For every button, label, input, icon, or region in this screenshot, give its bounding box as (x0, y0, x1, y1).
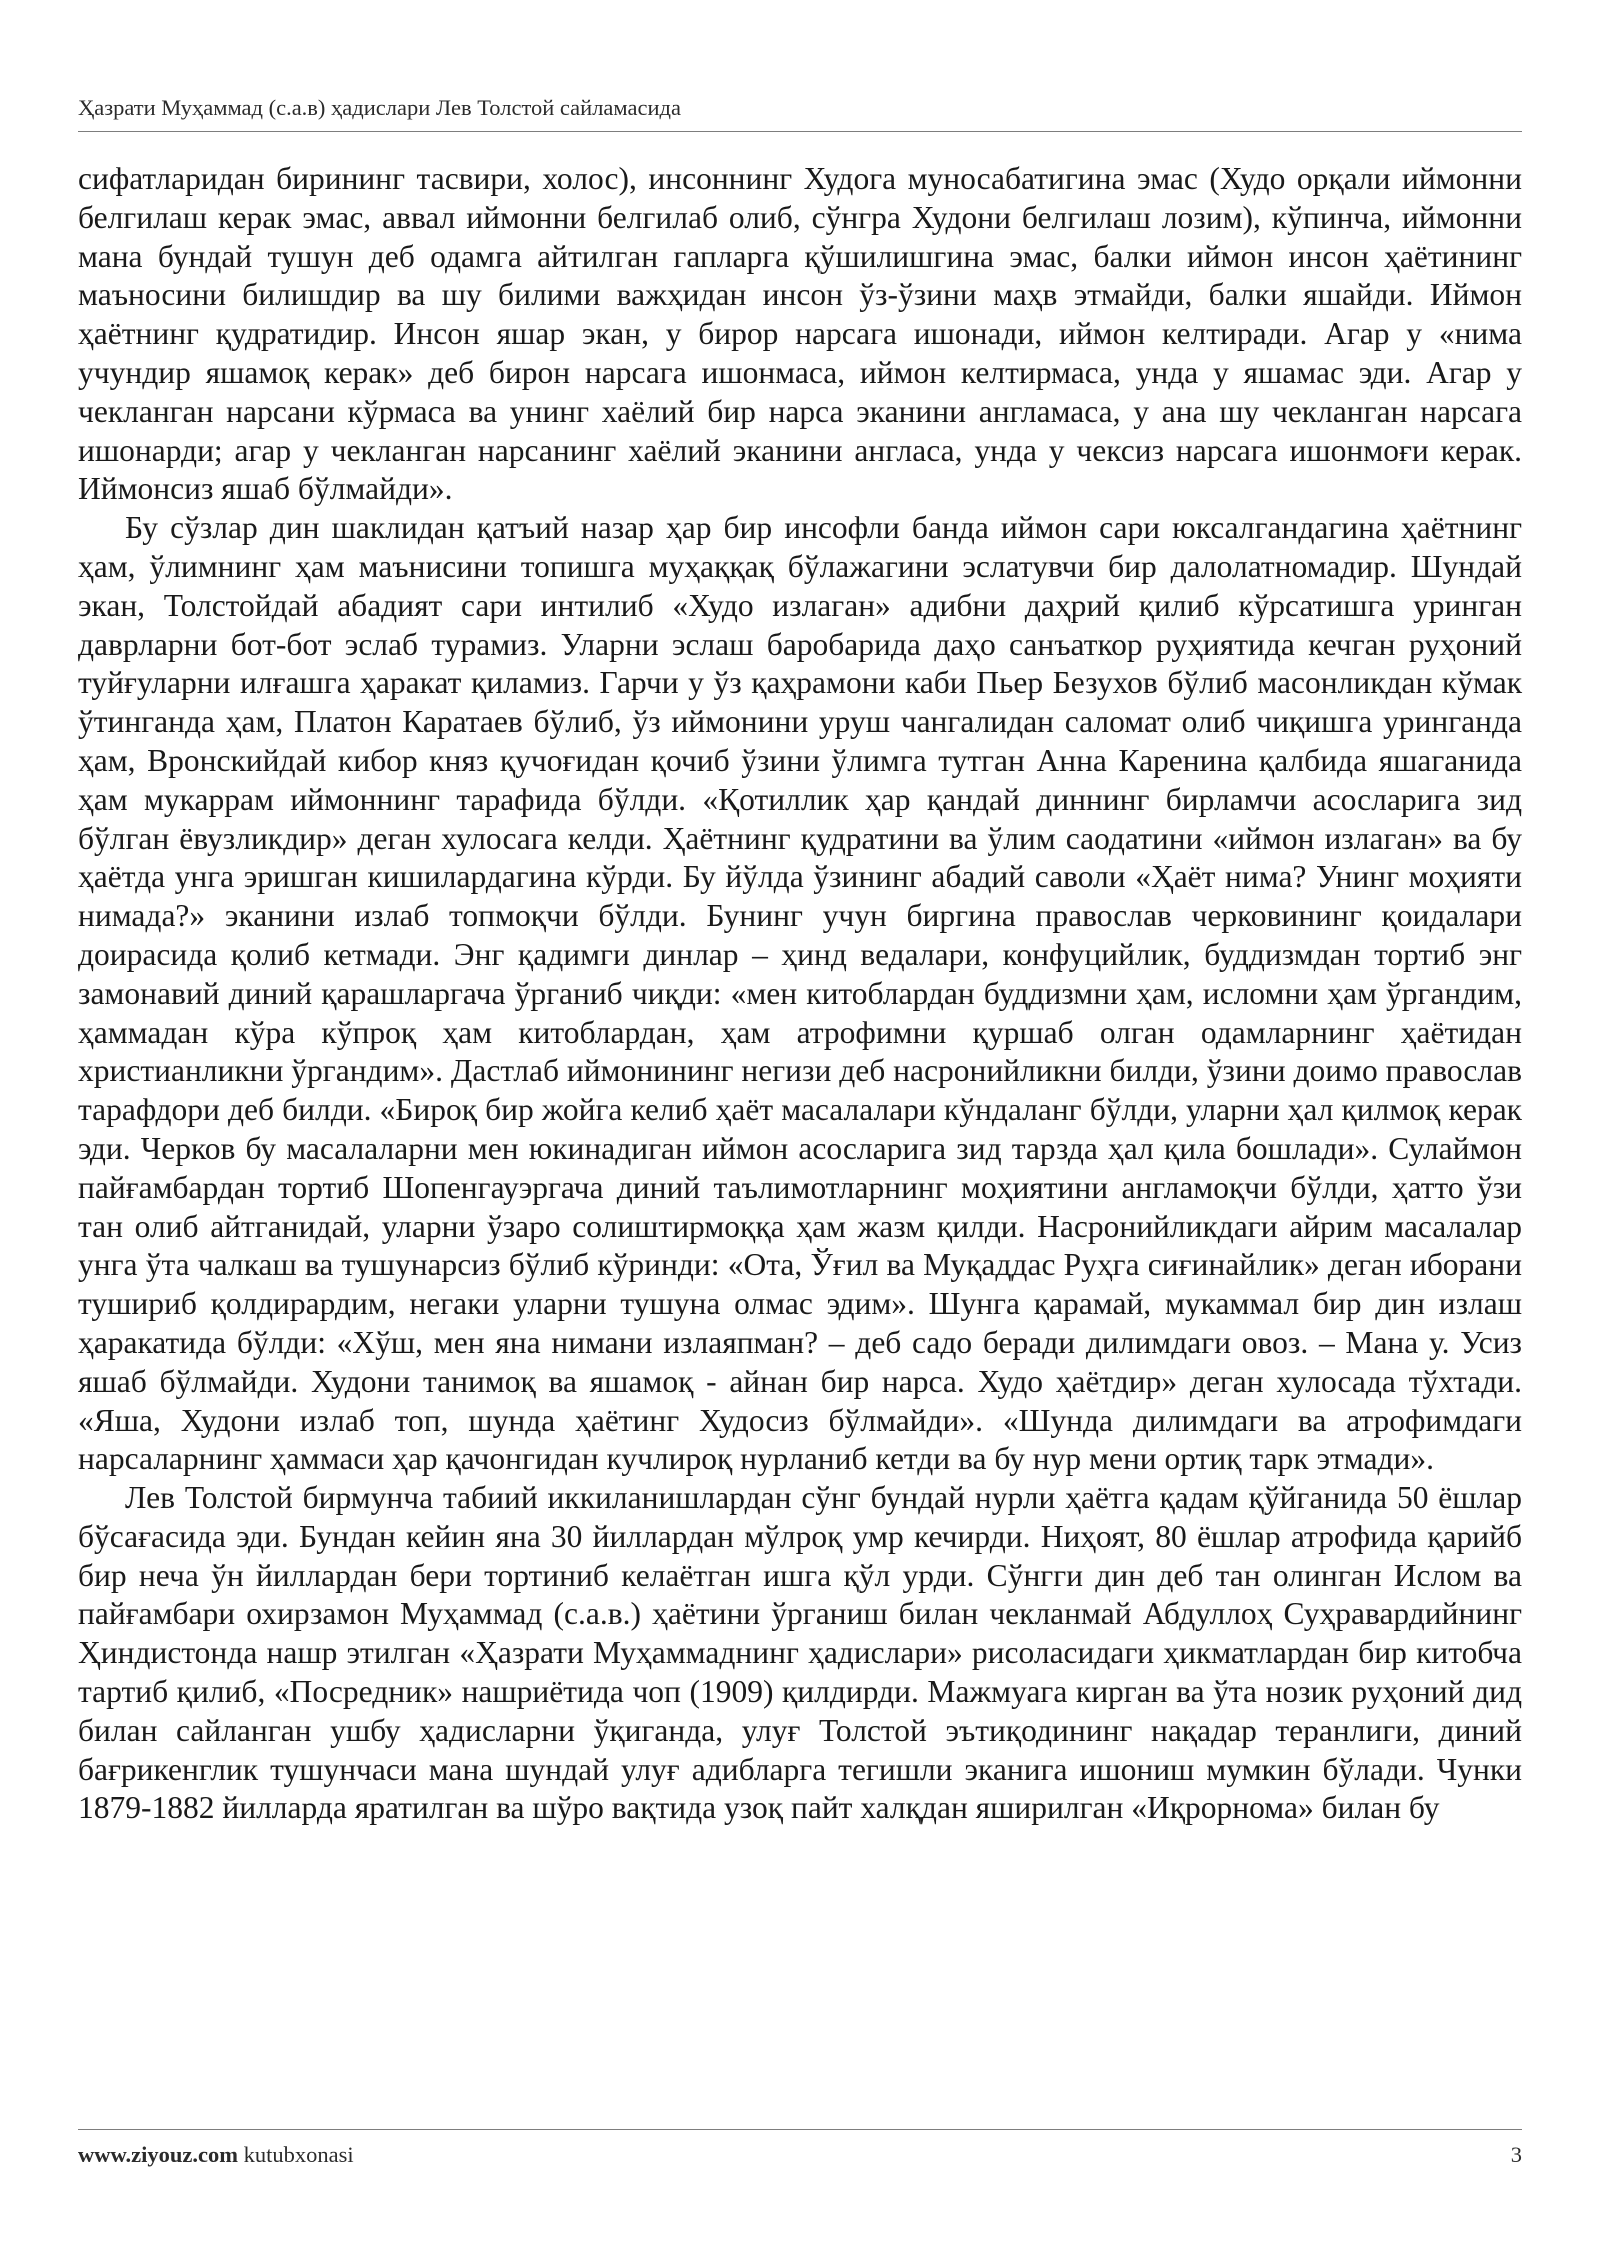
paragraph-1: сифатларидан бирининг тасвири, холос), инсоннинг Худога муносабатигина эмас (Худо орқали иймонни белгилаш керак эмас, аввал иймонни белгилаб олиб, сўнгра Худони белгилаш лозим), кўпинча, иймонни мана бундай тушун деб одамга айтилган гапларга қўшилишгина эмас, балки иймон инсон ҳаётининг маъносини билишдир ва шу билими важҳидан инсон ўз-ўзини маҳв этмайди, балки яшайди. Иймон ҳаётнинг қудратидир. Инсон яшар экан, у бирор нарсага ишонади, иймон келтиради. Агар у «нима учундир яшамоқ керак» деб бирон нарсага ишонмаса, иймон келтирмаса, унда у яшамас эди. Агар у чекланган нарсани кўрмаса ва унинг хаёлий бир нарса эканини англамаса, у ана шу чекланган нарсага ишонарди; агар у чекланган нарсанинг хаёлий эканини англаса, унда у чексиз нарсага ишонмоғи керак. Иймонсиз яшаб бўлмайди». (78, 161, 1522, 507)
page-footer (78, 2141, 1522, 2171)
paragraph-3: Лев Толстой бирмунча табиий иккиланишлардан сўнг бундай нурли ҳаётга қадам қўйганида 50 ёшлар бўсағасида эди. Бундан кейин яна 30 йиллардан мўлроқ умр кечирди. Ниҳоят, 80 ёшлар атрофида қарийб бир неча ўн йиллардан бери тортиниб келаётган ишга қўл урди. Сўнгги дин деб тан олинган Ислом ва пайғамбари охирзамон Муҳаммад (с.а.в.) ҳаётини ўрганиш билан чекланмай Абдуллоҳ Суҳравардийнинг Ҳиндистонда нашр этилган «Ҳазрати Муҳаммаднинг ҳадислари» рисоласидаги ҳикматлардан бир китобча тартиб қилиб, «Посредник» нашриётида чоп (1909) қилдирди. Мажмуага кирган ва ўта нозик руҳоний дид билан сайланган ушбу ҳадисларни ўқиганда, улуғ Толстой эътиқодининг нақадар теранлиги, диний бағрикенглик тушунчаси мана шундай улуғ адибларга тегишли эканига ишониш мумкин бўлади. Чунки 1879-1882 йилларда яратилган ва шўро вақтида узоқ пайт халқдан яширилган «Иқрорнома» билан бу (78, 1480, 1522, 1826)
footer-site-link[interactable]: www.ziyouz.com (78, 2142, 238, 2167)
paragraph-2: Бу сўзлар дин шаклидан қатъий назар ҳар бир инсофли банда иймон сари юксалгандагина ҳаётнинг ҳам, ўлимнинг ҳам маънисини топишга муҳаққақ бўлажагини эслатувчи бир далолатномадир. Шундай экан, Толстойдай абадият сари интилиб «Худо излаган» адибни даҳрий қилиб кўрсатишга уринган даврларни бот-бот эслаб турамиз. Уларни эслаш баробарида даҳо санъаткор руҳиятида кечган руҳоний туйғуларни илғашга ҳаракат қиламиз. Гарчи у ўз қаҳрамони каби Пьер Безухов бўлиб масонликдан кўмак ўтинганда ҳам, Платон Каратаев бўлиб, ўз иймонини уруш чангалидан саломат олиб чиқишга уринганда ҳам, Вронскийдай кибор княз қучоғидан қочиб ўзини ўлимга тутган Анна Каренина қалбида яшаганида ҳам мукаррам иймоннинг тарафида бўлди. «Қотиллик ҳар қандай диннинг бирламчи асосларига зид бўлган ёвузликдир» деган хулосага келди. Ҳаётнинг қудратини ва ўлим саодатини «иймон излаган» ва бу ҳаётда унга эришган кишилардагина кўрди. Бу йўлда ўзининг абадий саволи «Ҳаёт нима? Унинг моҳияти нимада?» эканини излаб топмоқчи бўлди. Бунинг учун биргина православ черковининг қоидалари доирасида қолиб кетмади. Энг қадимги динлар – ҳинд ведалари, конфуцийлик, буддизмдан тортиб энг замонавий диний қарашларгача ўрганиб чиқди: «мен китоблардан буддизмни ҳам, исломни ҳам ўргандим, ҳаммадан кўра кўпроқ ҳам китоблардан, ҳам атрофимни қуршаб олган одамларнинг ҳаётидан христианликни ўргандим». Дастлаб иймонининг негизи деб насронийликни билди, ўзини доимо православ тарафдори деб билди. «Бироқ бир жойга келиб ҳаёт масалалари кўндаланг бўлди, уларни ҳал қилмоқ керак эди. Черков бу масалаларни мен юкинадиган иймон асосларига зид тарзда ҳал қила бошлади». Сулаймон пайғамбардан тортиб Шопенгауэргача диний таълимотларнинг моҳиятини англамоқчи бўлди, ҳатто ўзи тан олиб айтганидай, уларни ўзаро солиштирмоққа ҳам жазм қилди. Насронийликдаги айрим масалалар унга ўта чалкаш ва тушунарсиз бўлиб кўринди: «Ота, Ўғил ва Муқаддас Руҳга сиғинайлик» деган иборани тушириб қолдирардим, негаки уларни тушуна олмас эдим». Шунга қарамай, мукаммал бир дин излаш ҳаракатида бўлди: «Хўш, мен яна нимани излаяпман? – деб садо беради дилимдаги овоз. – Мана у. Усиз яшаб бўлмайди. Худони танимоқ ва яшамоқ - айнан бир нарса. Худо ҳаётдир» деган хулосада тўхтади. «Яша, Худони излаб топ, шунда ҳаётинг Худосиз бўлмайди». «Шунда дилимдаги ва атрофимдаги нарсаларнинг ҳаммаси ҳар қачонгидан кучлироқ нурланиб кетди ва бу нур мени ортиқ тарк этмади». (78, 510, 1522, 1477)
page-number: 3 (1510, 2142, 1522, 2167)
footer-divider (78, 2129, 1522, 2130)
body-text (78, 160, 1522, 1828)
header-divider (78, 131, 1522, 132)
running-header: Ҳазрати Муҳаммад (с.а.в) ҳадислари Лев Толстой сайламасида (78, 95, 681, 120)
footer-site-suffix: kutubxonasi (237, 2142, 354, 2167)
